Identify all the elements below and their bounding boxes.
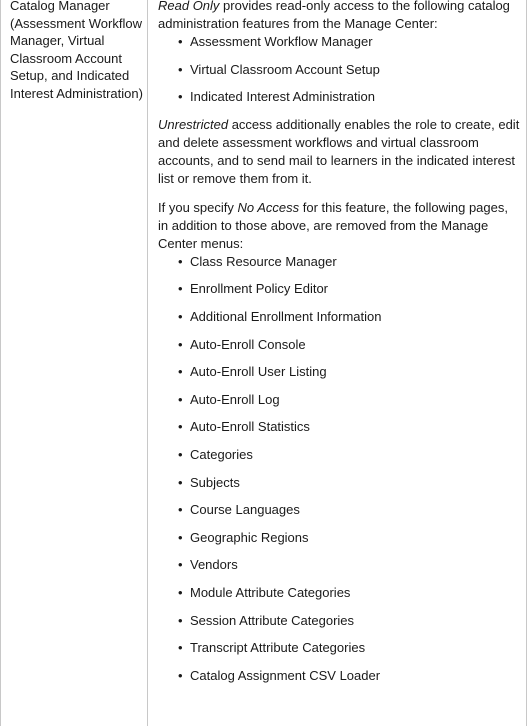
bullet-icon: • xyxy=(178,502,183,518)
list-item xyxy=(158,446,520,474)
read-only-term: Read Only xyxy=(158,0,220,13)
read-only-text: provides read-only access to the following catalog administration features from the Manage Center: xyxy=(158,0,510,31)
no-access-text: for this feature, the following pages, in addition to those above, are removed from the Manage Center menus: xyxy=(158,199,508,251)
bullet-icon: • xyxy=(178,474,183,490)
list-item-label: Enrollment Policy Editor xyxy=(190,281,328,297)
bullet-icon: • xyxy=(178,667,183,683)
list-item xyxy=(158,336,520,364)
removed-pages-list xyxy=(158,253,520,695)
list-item-label: Auto-Enroll User Listing xyxy=(190,364,327,380)
bullet-icon: • xyxy=(178,253,183,269)
bullet-icon: • xyxy=(178,308,183,324)
list-item-label: Course Languages xyxy=(190,502,300,518)
list-item xyxy=(158,667,520,695)
read-only-paragraph xyxy=(158,0,520,33)
list-item xyxy=(158,501,520,529)
column-divider xyxy=(147,0,148,726)
list-item xyxy=(158,556,520,584)
list-item-label: Categories xyxy=(190,446,253,462)
list-item xyxy=(158,418,520,446)
bullet-icon: • xyxy=(178,281,183,297)
read-only-feature-list xyxy=(158,33,520,116)
bullet-icon: • xyxy=(178,612,183,628)
feature-name: Catalog Manager (Assessment Workflow Manager, Virtual Classroom Account Setup, and Indicated Interest Administration) xyxy=(10,0,143,101)
list-item-label: Module Attribute Categories xyxy=(190,584,351,600)
list-item-label: Indicated Interest Administration xyxy=(190,89,375,105)
bullet-icon: • xyxy=(178,584,183,600)
list-item xyxy=(158,529,520,557)
list-item-label: Geographic Regions xyxy=(190,529,309,545)
list-item xyxy=(158,308,520,336)
list-item-label: Transcript Attribute Categories xyxy=(190,640,366,656)
bullet-icon: • xyxy=(178,364,183,380)
list-item xyxy=(158,280,520,308)
list-item-label: Catalog Assignment CSV Loader xyxy=(190,667,381,683)
bullet-icon: • xyxy=(178,446,183,462)
unrestricted-text: access additionally enables the role to create, edit and delete assessment workflows and virtual classroom accounts, and to send mail to learners in the indicated interest list or remove them from it. xyxy=(158,116,520,186)
list-item-label: Class Resource Manager xyxy=(190,253,337,269)
unrestricted-term: Unrestricted xyxy=(158,116,229,132)
list-item xyxy=(158,61,520,89)
list-item xyxy=(158,612,520,640)
bullet-icon: • xyxy=(178,34,183,49)
list-item-label: Virtual Classroom Account Setup xyxy=(190,61,380,77)
no-access-term: No Access xyxy=(237,199,300,215)
list-item xyxy=(158,363,520,391)
list-item xyxy=(158,474,520,502)
list-item-label: Additional Enrollment Information xyxy=(190,308,382,324)
list-item xyxy=(158,88,520,116)
feature-name-cell xyxy=(10,0,143,103)
no-access-paragraph xyxy=(158,199,520,253)
bullet-icon: • xyxy=(178,557,183,573)
no-access-prefix: If you specify xyxy=(158,199,238,215)
list-item-label: Auto-Enroll Log xyxy=(190,391,280,407)
bullet-icon: • xyxy=(178,336,183,352)
list-item-label: Auto-Enroll Console xyxy=(190,336,306,352)
bullet-icon: • xyxy=(178,529,183,545)
list-item-label: Assessment Workflow Manager xyxy=(190,34,373,49)
bullet-icon: • xyxy=(178,89,183,105)
bullet-icon: • xyxy=(178,640,183,656)
list-item xyxy=(158,584,520,612)
list-item xyxy=(158,639,520,667)
list-item-label: Subjects xyxy=(190,474,240,490)
bullet-icon: • xyxy=(178,61,183,77)
list-item-label: Vendors xyxy=(190,557,238,573)
list-item-label: Session Attribute Categories xyxy=(190,612,355,628)
list-item-label: Auto-Enroll Statistics xyxy=(190,419,310,435)
bullet-icon: • xyxy=(178,391,183,407)
list-item xyxy=(158,253,520,281)
unrestricted-paragraph xyxy=(158,116,520,188)
bullet-icon: • xyxy=(178,419,183,435)
list-item xyxy=(158,33,520,61)
feature-description-cell xyxy=(158,0,520,694)
list-item xyxy=(158,391,520,419)
